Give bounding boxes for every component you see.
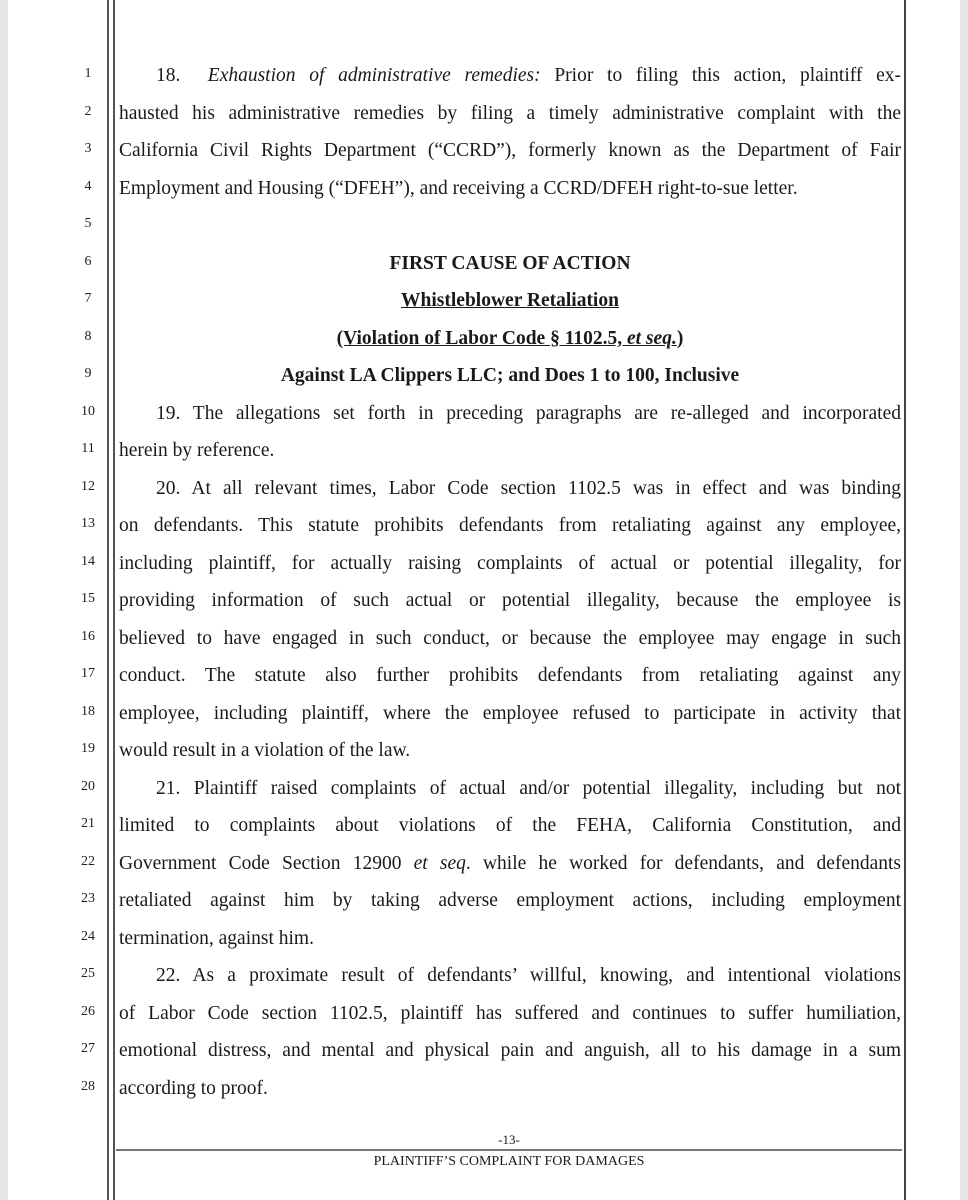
line-number: 22 [81, 854, 95, 869]
paragraph-20-line-7: employee, including plaintiff, where the employee refused to participate in activity that [119, 703, 901, 724]
line-number: 17 [81, 666, 95, 681]
cause-of-action-against: Against LA Clippers LLC; and Does 1 to 100, Inclusive [280, 365, 740, 386]
paragraph-21-line-2: limited to complaints about violations of the FEHA, California Constitution, and [119, 815, 901, 836]
line-number: 9 [84, 366, 92, 381]
line-number: 26 [81, 1004, 95, 1019]
line-number: 15 [81, 591, 95, 606]
paragraph-21-line-5: termination, against him. [119, 928, 314, 949]
line-number: 13 [81, 516, 95, 531]
line-number: 25 [81, 966, 95, 981]
page-number: -13- [498, 1132, 520, 1147]
paragraph-20-line-8: would result in a violation of the law. [119, 740, 411, 761]
footer-title: PLAINTIFF’S COMPLAINT FOR DAMAGES [373, 1154, 645, 1169]
line-number: 18 [81, 704, 95, 719]
line-number: 28 [81, 1079, 95, 1094]
cause-of-action-title: FIRST CAUSE OF ACTION [389, 253, 631, 274]
paragraph-18-line-3: California Civil Rights Department (“CCRD”), formerly known as the Department of Fair [119, 140, 901, 161]
line-number: 24 [81, 929, 95, 944]
line-number: 23 [81, 891, 95, 906]
paragraph-18-line-2: hausted his administrative remedies by filing a timely administrative complaint with the [119, 103, 901, 124]
paragraph-21-line-4: retaliated against him by taking adverse employment actions, including employment [119, 890, 901, 911]
line-number: 19 [81, 741, 95, 756]
paragraph-20-line-3: including plaintiff, for actually raising complaints of actual or potential illegality, for [119, 553, 901, 574]
paragraph-22-line-1: 22. As a proximate result of defendants’ willful, knowing, and intentional violations [156, 965, 901, 986]
paragraph-22-line-4: according to proof. [119, 1078, 268, 1099]
line-number: 2 [84, 104, 92, 119]
paragraph-19-line-2: herein by reference. [119, 440, 275, 461]
paragraph-18-line-1: 18. Exhaustion of administrative remedies: Prior to filing this action, plaintiff ex- [156, 65, 902, 86]
line-number: 8 [84, 329, 92, 344]
line-number: 27 [81, 1041, 95, 1056]
paragraph-19-line-1: 19. The allegations set forth in preceding paragraphs are re-alleged and incorporated [156, 403, 901, 424]
paragraph-22-line-2: of Labor Code section 1102.5, plaintiff has suffered and continues to suffer humiliation, [119, 1003, 901, 1024]
line-number: 21 [81, 816, 95, 831]
right-margin-rule [904, 0, 906, 1200]
line-number: 14 [81, 554, 95, 569]
paragraph-20-line-6: conduct. The statute also further prohibits defendants from retaliating against any [119, 665, 901, 686]
cause-of-action-subtitle: Whistleblower Retaliation [401, 290, 619, 311]
line-number: 11 [81, 441, 95, 456]
line-number: 12 [81, 479, 95, 494]
line-number: 4 [84, 179, 92, 194]
paragraph-22-line-3: emotional distress, and mental and physical pain and anguish, all to his damage in a sum [119, 1040, 901, 1061]
paragraph-20-line-5: believed to have engaged in such conduct, or because the employee may engage in such [119, 628, 901, 649]
line-number: 1 [84, 66, 92, 81]
pleading-page [8, 0, 960, 1200]
line-number: 7 [84, 291, 92, 306]
line-number: 6 [84, 254, 92, 269]
paragraph-18-line-4: Employment and Housing (“DFEH”), and receiving a CCRD/DFEH right-to-sue letter. [119, 178, 798, 199]
paragraph-21-line-3: Government Code Section 12900 et seq. while he worked for defendants, and defendants [119, 853, 902, 874]
line-number: 10 [81, 404, 95, 419]
cause-of-action-statute: (Violation of Labor Code § 1102.5, et seq.) [336, 328, 684, 349]
paragraph-20-line-4: providing information of such actual or potential illegality, because the employee is [119, 590, 901, 611]
footer-divider [116, 1149, 902, 1151]
paragraph-18-heading: Exhaustion of administrative remedies: [207, 65, 541, 86]
line-number: 20 [81, 779, 95, 794]
paragraph-20-line-1: 20. At all relevant times, Labor Code section 1102.5 was in effect and was binding [156, 478, 901, 499]
paragraph-21-line-1: 21. Plaintiff raised complaints of actual and/or potential illegality, including but not [156, 778, 901, 799]
left-margin-rule-inner [113, 0, 115, 1200]
line-number: 16 [81, 629, 95, 644]
line-number: 3 [84, 141, 92, 156]
line-number: 5 [84, 216, 92, 231]
paragraph-20-line-2: on defendants. This statute prohibits defendants from retaliating against any employee, [119, 515, 901, 536]
